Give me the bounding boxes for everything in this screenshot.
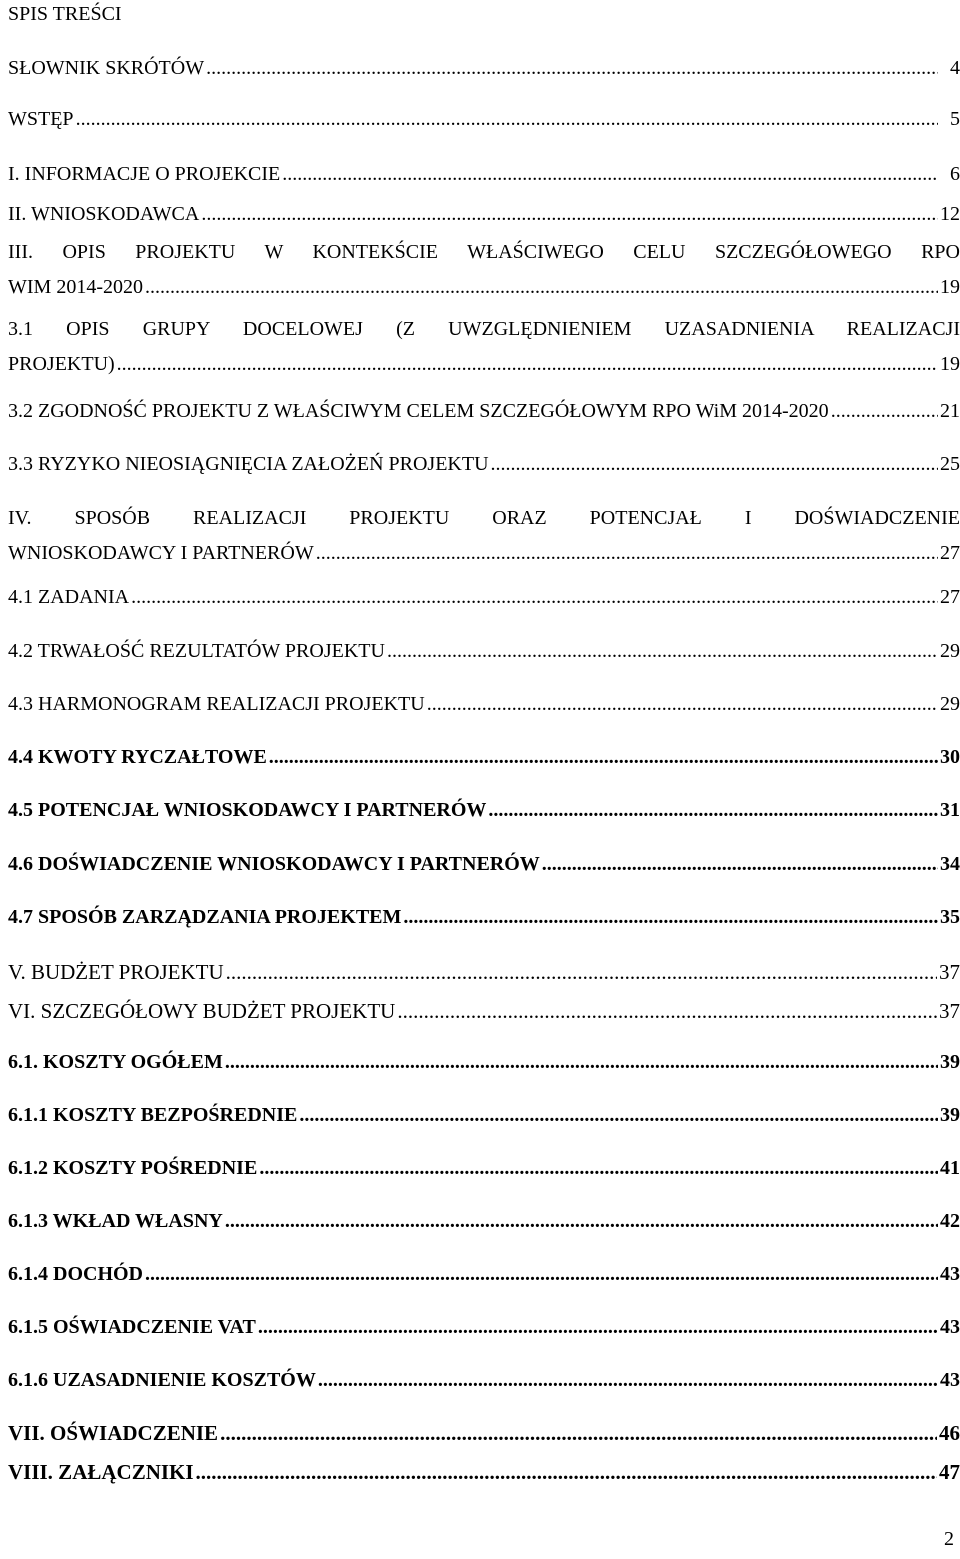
toc-leader-dots bbox=[258, 1312, 938, 1342]
toc-leader-dots bbox=[488, 795, 938, 825]
toc-leader-dots bbox=[397, 996, 937, 1026]
toc-leader-dots bbox=[201, 199, 938, 229]
toc-entry-text: 4.3 HARMONOGRAM REALIZACJI PROJEKTU bbox=[8, 693, 425, 715]
toc-entry-text-line2: WIM 2014-2020 bbox=[8, 276, 143, 298]
toc-entry-text: 4.6 DOŚWIADCZENIE WNIOSKODAWCY I PARTNERÓW bbox=[8, 853, 540, 875]
toc-entry-text: SŁOWNIK SKRÓTÓW bbox=[8, 57, 205, 79]
toc-leader-dots bbox=[145, 1259, 938, 1289]
toc-entry-page: 39 bbox=[940, 1051, 960, 1073]
toc-leader-dots bbox=[117, 347, 938, 382]
toc-entry-page: 30 bbox=[940, 746, 960, 768]
toc-entry-page: 43 bbox=[940, 1316, 960, 1338]
toc-entry-text: 6.1. KOSZTY OGÓŁEM bbox=[8, 1051, 223, 1073]
toc-leader-dots bbox=[225, 1206, 938, 1236]
toc-entry-page: 41 bbox=[940, 1157, 960, 1179]
toc-entry-text: 6.1.6 UZASADNIENIE KOSZTÓW bbox=[8, 1369, 316, 1391]
toc-entry-page: 42 bbox=[940, 1210, 960, 1232]
toc-entry-text: 6.1.1 KOSZTY BEZPOŚREDNIE bbox=[8, 1104, 298, 1126]
toc-leader-dots bbox=[76, 104, 938, 134]
toc-leader-dots bbox=[318, 1365, 938, 1395]
toc-leader-dots bbox=[831, 396, 938, 426]
toc-entry-6-1-1[interactable] bbox=[8, 1100, 960, 1130]
toc-entry-section-8[interactable] bbox=[8, 1457, 960, 1487]
toc-leader-dots bbox=[259, 1153, 938, 1183]
toc-entry-page: 39 bbox=[940, 1104, 960, 1126]
toc-entry-page: 19 bbox=[940, 353, 960, 375]
toc-entry-text: V. BUDŻET PROJEKTU bbox=[8, 960, 224, 984]
toc-entry-text-line1: IV. SPOSÓB REALIZACJI PROJEKTU ORAZ POTENCJAŁ I DOŚWIADCZENIE bbox=[8, 507, 960, 529]
toc-entry-text: VIII. ZAŁĄCZNIKI bbox=[8, 1460, 194, 1484]
toc-entry-text-line2: WNIOSKODAWCY I PARTNERÓW bbox=[8, 542, 314, 564]
page-number: 2 bbox=[944, 1528, 954, 1550]
toc-entry-section-5[interactable] bbox=[8, 957, 960, 987]
toc-entry-6-1-5[interactable] bbox=[8, 1312, 960, 1342]
toc-entry-page: 25 bbox=[940, 453, 960, 475]
toc-entry-section-1[interactable] bbox=[8, 159, 960, 189]
toc-entry-page: 31 bbox=[940, 799, 960, 821]
toc-entry-text: 3.3 RYZYKO NIEOSIĄGNIĘCIA ZAŁOŻEŃ PROJEKTU bbox=[8, 453, 489, 475]
toc-entry-wstep[interactable] bbox=[8, 104, 960, 134]
toc-entry-slownik[interactable] bbox=[8, 53, 960, 83]
toc-entry-text: 4.5 POTENCJAŁ WNIOSKODAWCY I PARTNERÓW bbox=[8, 799, 487, 821]
toc-entry-text: 6.1.4 DOCHÓD bbox=[8, 1263, 143, 1285]
toc-entry-text: 6.1.3 WKŁAD WŁASNY bbox=[8, 1210, 223, 1232]
toc-entry-4-2[interactable] bbox=[8, 636, 960, 666]
toc-entry-6-1-2[interactable] bbox=[8, 1153, 960, 1183]
toc-leader-dots bbox=[225, 1047, 938, 1077]
toc-entry-text: 4.2 TRWAŁOŚĆ REZULTATÓW PROJEKTU bbox=[8, 640, 385, 662]
toc-entry-6-1-3[interactable] bbox=[8, 1206, 960, 1236]
toc-entry-page: 46 bbox=[939, 1421, 960, 1445]
toc-entry-text: 6.1.2 KOSZTY POŚREDNIE bbox=[8, 1157, 258, 1179]
toc-leader-dots bbox=[206, 53, 938, 83]
toc-entry-4-7[interactable] bbox=[8, 902, 960, 932]
toc-leader-dots bbox=[220, 1418, 937, 1448]
toc-entry-section-6[interactable] bbox=[8, 996, 960, 1026]
toc-entry-page: 27 bbox=[940, 586, 960, 608]
toc-entry-3-3[interactable] bbox=[8, 449, 960, 479]
toc-entry-page: 4 bbox=[950, 57, 960, 79]
toc-entry-page: 29 bbox=[940, 693, 960, 715]
toc-entry-3-2[interactable] bbox=[8, 396, 960, 426]
toc-entry-page: 37 bbox=[939, 999, 960, 1023]
toc-entry-page: 35 bbox=[940, 906, 960, 928]
toc-leader-dots bbox=[196, 1457, 937, 1487]
toc-entry-page: 29 bbox=[940, 640, 960, 662]
toc-entry-text: 6.1.5 OŚWIADCZENIE VAT bbox=[8, 1316, 256, 1338]
toc-entry-text: II. WNIOSKODAWCA bbox=[8, 203, 200, 225]
toc-leader-dots bbox=[491, 449, 938, 479]
toc-entry-6-1[interactable] bbox=[8, 1047, 960, 1077]
toc-entry-section-4[interactable] bbox=[8, 501, 960, 571]
toc-entry-page: 37 bbox=[939, 960, 960, 984]
toc-entry-text: 4.4 KWOTY RYCZAŁTOWE bbox=[8, 746, 267, 768]
toc-leader-dots bbox=[427, 689, 938, 719]
toc-entry-page: 43 bbox=[940, 1263, 960, 1285]
toc-entry-text: 4.7 SPOSÓB ZARZĄDZANIA PROJEKTEM bbox=[8, 906, 402, 928]
toc-entry-section-7[interactable] bbox=[8, 1418, 960, 1448]
toc-leader-dots bbox=[542, 849, 938, 879]
toc-entry-text: VII. OŚWIADCZENIE bbox=[8, 1421, 219, 1445]
toc-leader-dots bbox=[269, 742, 938, 772]
toc-entry-text: I. INFORMACJE O PROJEKCIE bbox=[8, 163, 281, 185]
toc-leader-dots bbox=[131, 582, 938, 612]
toc-entry-4-6[interactable] bbox=[8, 849, 960, 879]
toc-entry-section-3[interactable] bbox=[8, 235, 960, 305]
toc-leader-dots bbox=[387, 636, 938, 666]
toc-entry-page: 34 bbox=[940, 853, 960, 875]
toc-entry-6-1-4[interactable] bbox=[8, 1259, 960, 1289]
toc-entry-page: 27 bbox=[940, 542, 960, 564]
toc-leader-dots bbox=[316, 536, 938, 571]
toc-entry-page: 43 bbox=[940, 1369, 960, 1391]
toc-entry-text-line2: PROJEKTU) bbox=[8, 353, 115, 375]
toc-entry-text: 3.2 ZGODNOŚĆ PROJEKTU Z WŁAŚCIWYM CELEM SZCZEGÓŁOWYM RPO WiM 2014-2020 bbox=[8, 400, 829, 422]
toc-entry-section-2[interactable] bbox=[8, 199, 960, 229]
toc-entry-text: WSTĘP bbox=[8, 108, 74, 130]
toc-entry-4-1[interactable] bbox=[8, 582, 960, 612]
toc-entry-4-4[interactable] bbox=[8, 742, 960, 772]
toc-entry-4-3[interactable] bbox=[8, 689, 960, 719]
toc-entry-page: 6 bbox=[950, 163, 960, 185]
toc-leader-dots bbox=[282, 159, 938, 189]
toc-entry-page: 19 bbox=[940, 276, 960, 298]
toc-entry-page: 5 bbox=[950, 108, 960, 130]
toc-entry-3-1[interactable] bbox=[8, 312, 960, 382]
toc-leader-dots bbox=[299, 1100, 938, 1130]
toc-entry-page: 47 bbox=[939, 1460, 960, 1484]
toc-title: SPIS TREŚCI bbox=[8, 3, 122, 25]
toc-leader-dots bbox=[226, 957, 937, 987]
toc-entry-text: 4.1 ZADANIA bbox=[8, 586, 130, 608]
toc-entry-text: VI. SZCZEGÓŁOWY BUDŻET PROJEKTU bbox=[8, 999, 396, 1023]
toc-entry-6-1-6[interactable] bbox=[8, 1365, 960, 1395]
toc-entry-page: 12 bbox=[940, 203, 960, 225]
toc-entry-text-line1: 3.1 OPIS GRUPY DOCELOWEJ (Z UWZGLĘDNIENIEM UZASADNIENIA REALIZACJI bbox=[8, 318, 960, 340]
toc-leader-dots bbox=[145, 270, 938, 305]
toc-entry-page: 21 bbox=[940, 400, 960, 422]
toc-entry-4-5[interactable] bbox=[8, 795, 960, 825]
toc-entry-text-line1: III. OPIS PROJEKTU W KONTEKŚCIE WŁAŚCIWEGO CELU SZCZEGÓŁOWEGO RPO bbox=[8, 241, 960, 263]
toc-leader-dots bbox=[403, 902, 938, 932]
